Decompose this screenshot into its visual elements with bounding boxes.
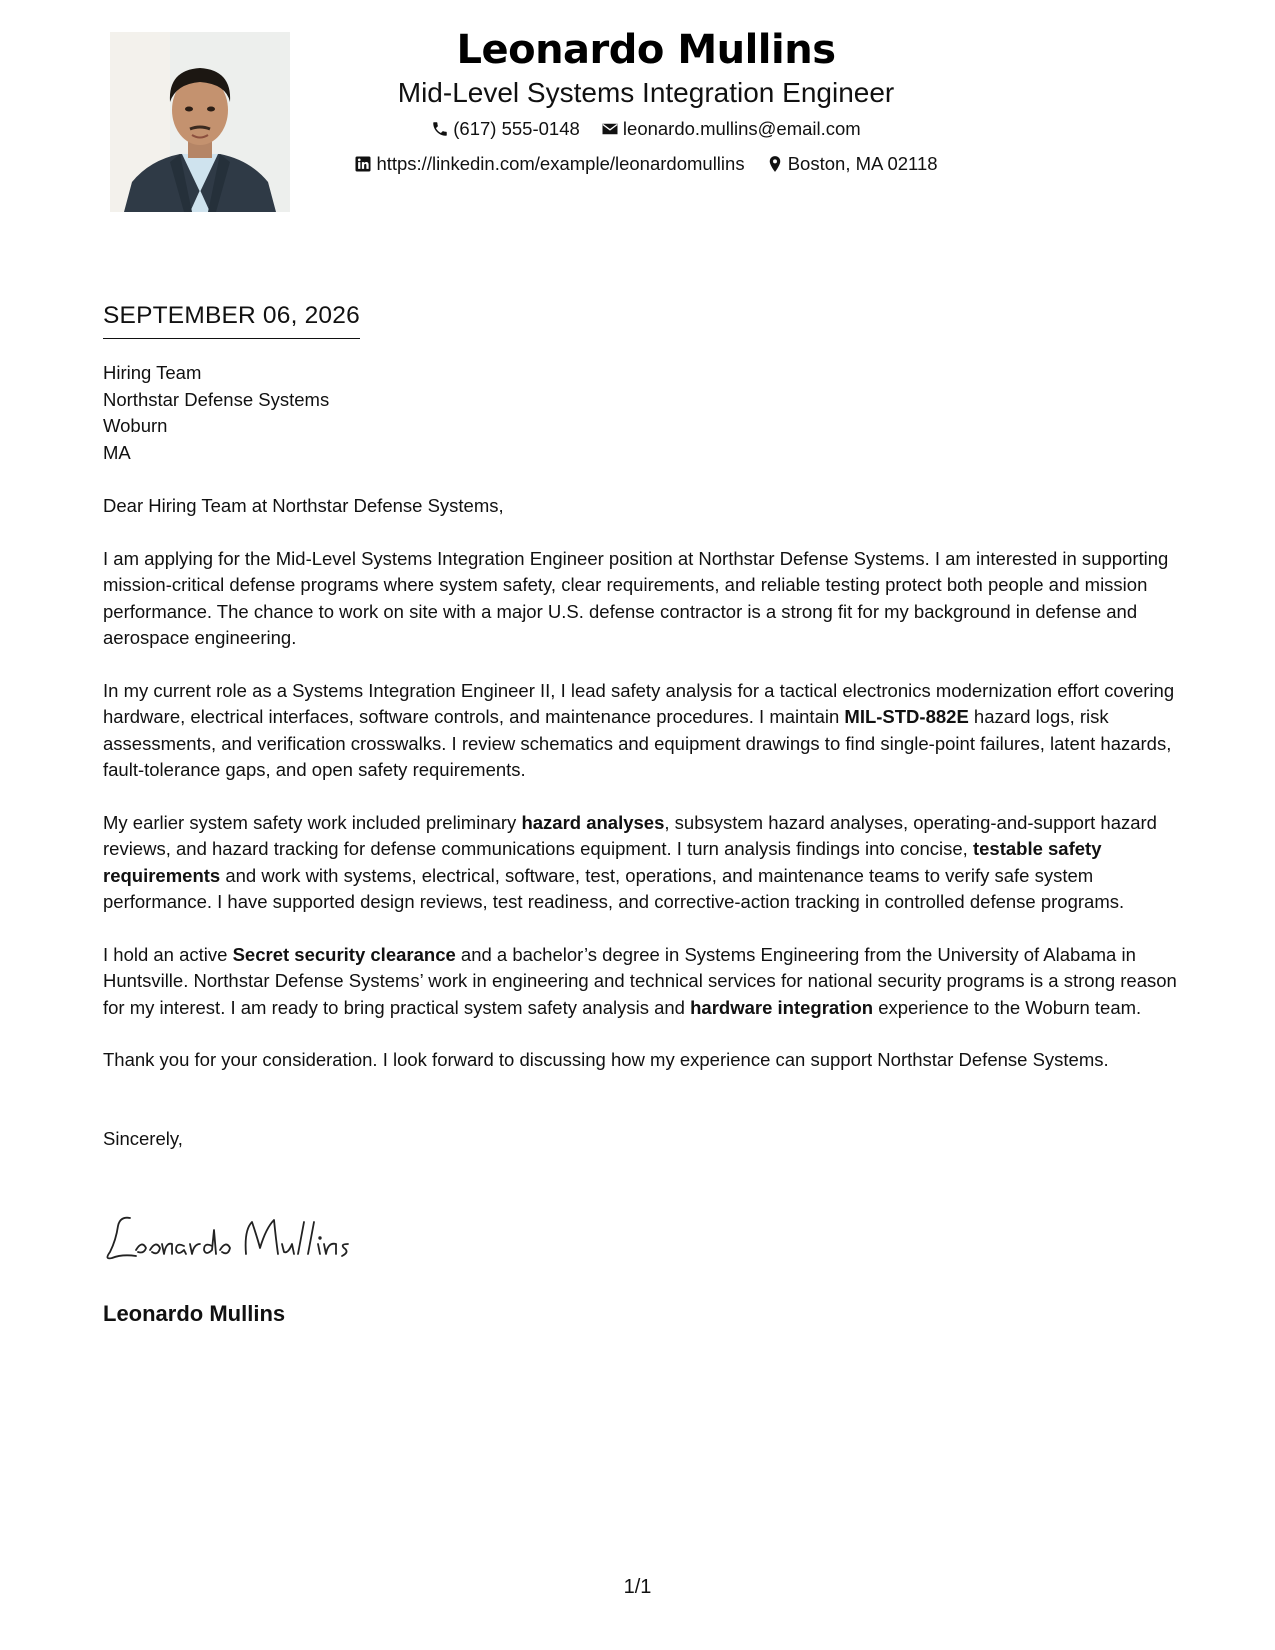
- paragraph-3: [103, 810, 1183, 916]
- letter-date: SEPTEMBER 06, 2026: [103, 301, 360, 339]
- paragraph-1: [103, 546, 1183, 652]
- paragraph-text: and work with systems, electrical, software, test, operations, and maintenance teams to verify safe system performance. I have supported design reviews, test readiness, and corrective-action tracking in controlled defense programs.: [103, 864, 1125, 912]
- phone-icon: [431, 120, 449, 138]
- paragraph-text: hazard logs, risk assessments, and verification crosswalks. I review schematics and equipment drawings to find single-point failures, latent hazards, fault-tolerance gaps, and open safety requirements.: [103, 706, 1172, 780]
- salutation: Dear Hiring Team at Northstar Defense Systems,: [103, 495, 504, 516]
- paragraph-text: , subsystem hazard analyses, operating-and-support hazard reviews, and hazard tracking for defense communications equipment. I turn analysis findings into concise,: [103, 811, 1157, 859]
- envelope-icon: [601, 120, 619, 138]
- profile-photo: [110, 32, 290, 212]
- contact-row-secondary: [320, 152, 972, 179]
- location-text: Boston, MA 02118: [787, 153, 938, 174]
- paragraph-text: I am applying for the Mid-Level Systems Integration Engineer position at Northstar Defense Systems. I am interested in supporting mission-critical defense programs where system safety, clear requirements, and reliable testing protect both people and mission performance. The chance to work on site with a major U.S. defense contractor is a strong fit for my background in defense and aerospace engineering.: [103, 547, 1169, 648]
- paragraph-text: and a bachelor’s degree in Systems Engineering from the University of Alabama in Huntsville. Northstar Defense Systems’ work in engineering and technical services for national security programs is a strong reason for my interest. I am ready to bring practical system safety analysis and: [103, 943, 1177, 1018]
- portrait-illustration: [110, 32, 290, 212]
- applicant-name: Leonardo Mullins: [456, 27, 836, 73]
- closing: Sincerely,: [103, 1127, 183, 1149]
- paragraph-text: My earlier system safety work included preliminary: [103, 811, 522, 833]
- paragraph-text: Thank you for your consideration. I look forward to discussing how my experience can support Northstar Defense Systems.: [103, 1049, 1109, 1070]
- linkedin-icon: [354, 155, 372, 173]
- highlight-term: hazard analyses: [521, 811, 665, 833]
- handwritten-signature: [100, 1210, 370, 1266]
- highlight-term: MIL-STD-882E: [844, 706, 969, 727]
- contact-phone[interactable]: [431, 117, 580, 141]
- recipient-line: MA: [103, 441, 131, 463]
- paragraph-text: experience to the Woburn team.: [873, 996, 1142, 1018]
- highlight-term: testable safety requirements: [103, 838, 1102, 886]
- letter-body: [103, 360, 1183, 1152]
- recipient-line: Hiring Team: [103, 362, 202, 383]
- signer-name: Leonardo Mullins: [103, 1301, 286, 1326]
- linkedin-url: https://linkedin.com/example/leonardomullins: [376, 153, 745, 174]
- header: [320, 20, 972, 179]
- paragraph-2: [103, 678, 1183, 784]
- recipient-line: Woburn: [103, 415, 168, 436]
- email-address: leonardo.mullins@email.com: [622, 118, 861, 139]
- map-pin-icon: [766, 155, 784, 173]
- paragraph-4: [103, 942, 1183, 1022]
- highlight-term: Secret security clearance: [232, 943, 456, 965]
- job-title: Mid-Level Systems Integration Engineer: [397, 77, 895, 108]
- highlight-term: hardware integration: [690, 996, 874, 1018]
- contact-row-primary: [320, 117, 972, 144]
- phone-number: (617) 555-0148: [453, 118, 580, 139]
- paragraph-5: [103, 1047, 1183, 1074]
- recipient-block: [103, 360, 1183, 466]
- contact-email[interactable]: [601, 117, 861, 141]
- page-number: 1/1: [623, 1576, 652, 1598]
- paragraph-text: In my current role as a Systems Integration Engineer II, I lead safety analysis for a tactical electronics modernization effort covering hardware, electrical interfaces, software controls, and maintenance procedures. I maintain: [103, 679, 1175, 727]
- contact-linkedin[interactable]: [354, 152, 744, 176]
- recipient-line: Northstar Defense Systems: [103, 388, 330, 410]
- paragraph-text: I hold an active: [103, 943, 233, 965]
- contact-location: [766, 152, 938, 176]
